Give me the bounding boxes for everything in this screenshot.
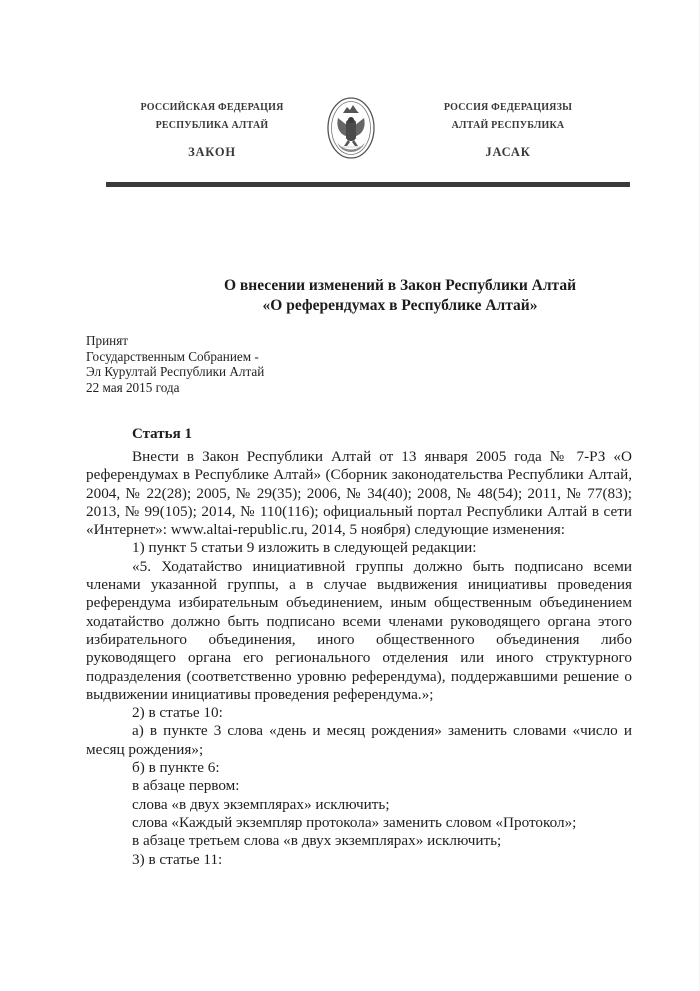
article-paragraph: в абзаце первом: [132,777,240,795]
header-right-altai [398,101,618,160]
header-left-republic: РЕСПУБЛИКА АЛТАЙ [155,120,269,131]
article-paragraph: б) в пункте 6: [132,759,220,777]
adoption-body-line1: Государственным Собранием - [86,348,259,364]
article-paragraph: а) в пункте 3 слова «день и месяц рождения» заменить словами «число и месяц рождения»; [86,722,632,758]
adoption-body-line2: Эл Курултай Республики Алтай [86,364,265,379]
article-body [86,448,632,869]
article-paragraph: слова «Каждый экземпляр протокола» заменить словом «Протокол»; [132,813,577,831]
article-paragraph: слова «в двух экземплярах» исключить; [132,795,390,813]
law-title-line1: О внесении изменений в Закон Республики Алтай [223,277,577,294]
adoption-label: Принят [86,333,129,348]
coat-of-arms-icon [326,96,376,160]
article-paragraph: в абзаце третьем слова «в двух экземплярах» исключить; [132,832,502,850]
header-left-doc-type: ЗАКОН [188,145,236,159]
adoption-info [86,333,264,395]
header-left-country: РОССИЙСКАЯ ФЕДЕРАЦИЯ [140,102,284,113]
adoption-date: 22 мая 2015 года [86,379,180,395]
header-divider [106,182,630,187]
header-right-republic: АЛТАЙ РЕСПУБЛИКА [451,120,565,131]
law-title-line2: «О референдумах в Республике Алтай» [262,297,538,314]
article-paragraph: 2) в статье 10: [132,704,223,722]
article-heading: Статья 1 [132,426,192,442]
article-paragraph: Внести в Закон Республики Алтай от 13 января 2005 года № 7-РЗ «О референдумах в Республике Алтай» (Сборник законодательства Республики Алтай, 2004, № 22(28); 2005, № 29(35); 2006, № 34(40); 2008, № 48(54); 2011, № 77(83); 2013, № 99(105); 2014, № 110(116); официальный портал Республики Алтай в сети «Интернет»: www.altai-republic.ru, 2014, 5 ноября) следующие изменения: [86,448,632,539]
header-left-russian [102,101,322,160]
article-paragraph: 3) в статье 11: [132,850,223,868]
header-right-doc-type: JАСАК [485,145,531,159]
article-paragraph: 1) пункт 5 статьи 9 изложить в следующей редакции: [132,539,477,557]
header-right-country: РОССИЯ ФЕДЕРАЦИЯЗЫ [443,102,573,113]
law-title [150,276,650,316]
article-paragraph: «5. Ходатайство инициативной группы должно быть подписано всеми членами указанной группы, а в случае выдвижения инициативы проведения референдума избирательным объединением, иным общественным объединением ходатайство должно быть подписано всеми членами руководящего органа этого избирательного объединения, иного общественного объединения либо руководящего органа его регионального отделения или иного структурного подразделения (соответственно уровню референдума), поддержавшими решение о выдвижении инициативы проведения референдума.»; [86,557,632,703]
